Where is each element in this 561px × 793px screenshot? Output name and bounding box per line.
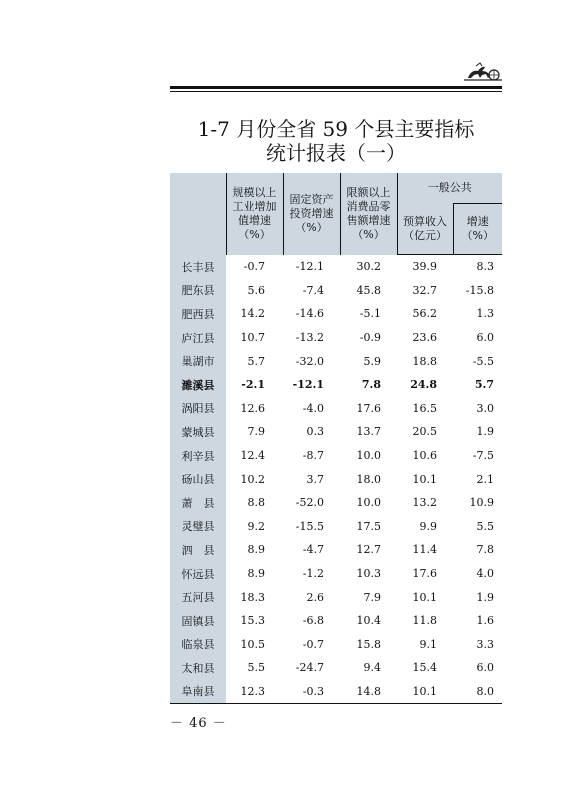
fixed-assets-value: -4.0 — [302, 401, 324, 415]
fixed-assets-value: -7.4 — [302, 283, 324, 297]
table-row — [170, 562, 502, 586]
header-county-blank — [170, 173, 226, 255]
industrial-value: 10.2 — [240, 472, 265, 486]
growth-value: 5.7 — [474, 378, 494, 392]
growth-value: 6.0 — [476, 661, 494, 675]
budget-revenue-value: 10.1 — [412, 590, 437, 604]
header-rule-thin — [170, 91, 502, 92]
budget-revenue-value: 32.7 — [412, 283, 437, 297]
table-row — [170, 491, 502, 515]
industrial-value: 12.3 — [226, 680, 283, 704]
fixed-assets-value: 0.3 — [306, 425, 324, 439]
budget-revenue-value: 9.1 — [419, 637, 437, 651]
retail-value: -0.9 — [359, 331, 381, 345]
county-name: 砀山县 — [170, 467, 226, 491]
header-growth: 增速 （%） — [453, 204, 502, 255]
industrial-value: 18.3 — [240, 590, 265, 604]
page-subtitle: 统计报表（一） — [266, 141, 406, 165]
county-name: 临泉县 — [170, 633, 226, 657]
header-industrial: 规模以上 工业增加 值增速 （%） — [226, 173, 283, 255]
budget-revenue-value: 9.9 — [419, 519, 437, 533]
horse-logo-icon — [462, 60, 504, 86]
retail-value: 10.4 — [356, 614, 381, 628]
county-name: 五河县 — [170, 585, 226, 609]
growth-value: 7.8 — [476, 543, 494, 557]
industrial-value: 8.8 — [247, 496, 265, 510]
retail-value: 10.3 — [356, 567, 381, 581]
budget-revenue-value: 18.8 — [412, 354, 437, 368]
header-budget-revenue: 预算收入 （亿元） — [397, 204, 453, 255]
county-name: 长丰县 — [170, 255, 226, 279]
fixed-assets-value: -12.1 — [295, 260, 324, 274]
county-name: 灵璧县 — [170, 515, 226, 539]
budget-revenue-value: 10.6 — [412, 449, 437, 463]
table-row — [170, 585, 502, 609]
fixed-assets-value: -13.2 — [295, 331, 324, 345]
industrial-value: 15.3 — [240, 614, 265, 628]
fixed-assets-value: -0.7 — [302, 637, 324, 651]
growth-value: -7.5 — [472, 449, 494, 463]
growth-value: 4.0 — [476, 567, 494, 581]
retail-value: 10.0 — [356, 449, 381, 463]
county-name: 涡阳县 — [170, 397, 226, 421]
fixed-assets-value: -14.6 — [295, 307, 324, 321]
growth-value: -15.8 — [465, 283, 494, 297]
page-title: 1-7 月份全省 59 个县主要指标 — [197, 117, 475, 141]
county-name: 太和县 — [170, 656, 226, 680]
fixed-assets-value: -8.7 — [302, 449, 324, 463]
fixed-assets-value: -15.5 — [295, 519, 324, 533]
retail-value: 15.8 — [356, 637, 381, 651]
header-rule-thick — [170, 86, 502, 89]
growth-value: 8.3 — [476, 260, 494, 274]
county-name: 巢湖市 — [170, 349, 226, 373]
fixed-assets-value: -12.1 — [292, 378, 324, 392]
table-row — [170, 467, 502, 491]
county-name: 怀远县 — [170, 562, 226, 586]
retail-value: 45.8 — [356, 283, 381, 297]
growth-value: 5.5 — [476, 519, 494, 533]
header-budget-group: 一般公共 — [397, 173, 502, 204]
industrial-value: 8.9 — [247, 567, 265, 581]
retail-value: 13.7 — [356, 425, 381, 439]
retail-value: -5.1 — [359, 307, 381, 321]
table-row — [170, 515, 502, 539]
growth-value: 3.0 — [476, 401, 494, 415]
table-row — [170, 420, 502, 444]
county-name: 萧 县 — [170, 491, 226, 515]
retail-value: 7.8 — [361, 378, 381, 392]
indicator-table — [170, 173, 502, 704]
industrial-value: 9.2 — [247, 519, 265, 533]
table-row — [170, 633, 502, 657]
industrial-value: -0.7 — [243, 260, 265, 274]
county-name: 蒙城县 — [170, 420, 226, 444]
table-row — [170, 680, 502, 704]
budget-revenue-value: 11.4 — [412, 543, 437, 557]
budget-revenue-value: 39.9 — [412, 260, 437, 274]
fixed-assets-value: -0.3 — [283, 680, 340, 704]
industrial-value: 10.7 — [240, 331, 265, 345]
table-row — [170, 373, 502, 397]
growth-value: -5.5 — [472, 354, 494, 368]
budget-revenue-value: 56.2 — [412, 307, 437, 321]
retail-value: 5.9 — [363, 354, 381, 368]
table-row — [170, 326, 502, 350]
industrial-value: -2.1 — [241, 378, 265, 392]
table-row — [170, 609, 502, 633]
budget-revenue-value: 15.4 — [412, 661, 437, 675]
retail-value: 10.0 — [356, 496, 381, 510]
county-name: 泗 县 — [170, 538, 226, 562]
retail-value: 9.4 — [363, 661, 381, 675]
growth-value: 6.0 — [476, 331, 494, 345]
header-fixed-assets: 固定资产 投资增速 （%） — [283, 173, 340, 255]
industrial-value: 14.2 — [240, 307, 265, 321]
budget-revenue-value: 16.5 — [412, 401, 437, 415]
industrial-value: 7.9 — [247, 425, 265, 439]
growth-value: 3.3 — [476, 637, 494, 651]
fixed-assets-value: -1.2 — [302, 567, 324, 581]
retail-value: 17.5 — [356, 519, 381, 533]
budget-revenue-value: 10.1 — [397, 680, 453, 704]
growth-value: 8.0 — [453, 680, 502, 704]
retail-value: 12.7 — [356, 543, 381, 557]
retail-value: 7.9 — [363, 590, 381, 604]
table-row — [170, 302, 502, 326]
growth-value: 2.1 — [476, 472, 494, 486]
industrial-value: 5.7 — [247, 354, 265, 368]
table-row — [170, 538, 502, 562]
fixed-assets-value: 3.7 — [306, 472, 324, 486]
page-number: － 46 － — [170, 716, 227, 731]
growth-value: 1.6 — [476, 614, 494, 628]
county-name: 庐江县 — [170, 326, 226, 350]
growth-value: 1.3 — [476, 307, 494, 321]
growth-value: 10.9 — [469, 496, 494, 510]
budget-revenue-value: 23.6 — [412, 331, 437, 345]
fixed-assets-value: -24.7 — [295, 661, 324, 675]
county-name: 固镇县 — [170, 609, 226, 633]
table-row — [170, 349, 502, 373]
table-row — [170, 255, 502, 279]
budget-revenue-value: 20.5 — [412, 425, 437, 439]
budget-revenue-value: 13.2 — [412, 496, 437, 510]
industrial-value: 12.4 — [240, 449, 265, 463]
county-name: 肥西县 — [170, 302, 226, 326]
industrial-value: 10.5 — [240, 637, 265, 651]
fixed-assets-value: -52.0 — [295, 496, 324, 510]
retail-value: 14.8 — [340, 680, 397, 704]
budget-revenue-value: 17.6 — [412, 567, 437, 581]
fixed-assets-value: -6.8 — [302, 614, 324, 628]
growth-value: 1.9 — [476, 590, 494, 604]
budget-revenue-value: 11.8 — [412, 614, 437, 628]
budget-revenue-value: 10.1 — [412, 472, 437, 486]
fixed-assets-value: -4.7 — [302, 543, 324, 557]
table-row — [170, 279, 502, 303]
retail-value: 17.6 — [356, 401, 381, 415]
county-name: 利辛县 — [170, 444, 226, 468]
fixed-assets-value: 2.6 — [306, 590, 324, 604]
table-row — [170, 656, 502, 680]
industrial-value: 5.5 — [247, 661, 265, 675]
industrial-value: 8.9 — [247, 543, 265, 557]
growth-value: 1.9 — [476, 425, 494, 439]
county-name: 阜南县 — [170, 680, 226, 704]
table-row — [170, 397, 502, 421]
fixed-assets-value: -32.0 — [295, 354, 324, 368]
industrial-value: 12.6 — [240, 401, 265, 415]
industrial-value: 5.6 — [247, 283, 265, 297]
retail-value: 18.0 — [356, 472, 381, 486]
table-row — [170, 444, 502, 468]
county-name: 肥东县 — [170, 279, 226, 303]
retail-value: 30.2 — [356, 260, 381, 274]
budget-revenue-value: 24.8 — [410, 378, 437, 392]
county-name: 濉溪县 — [170, 373, 226, 397]
header-retail: 限额以上 消费品零 售额增速 （%） — [340, 173, 397, 255]
